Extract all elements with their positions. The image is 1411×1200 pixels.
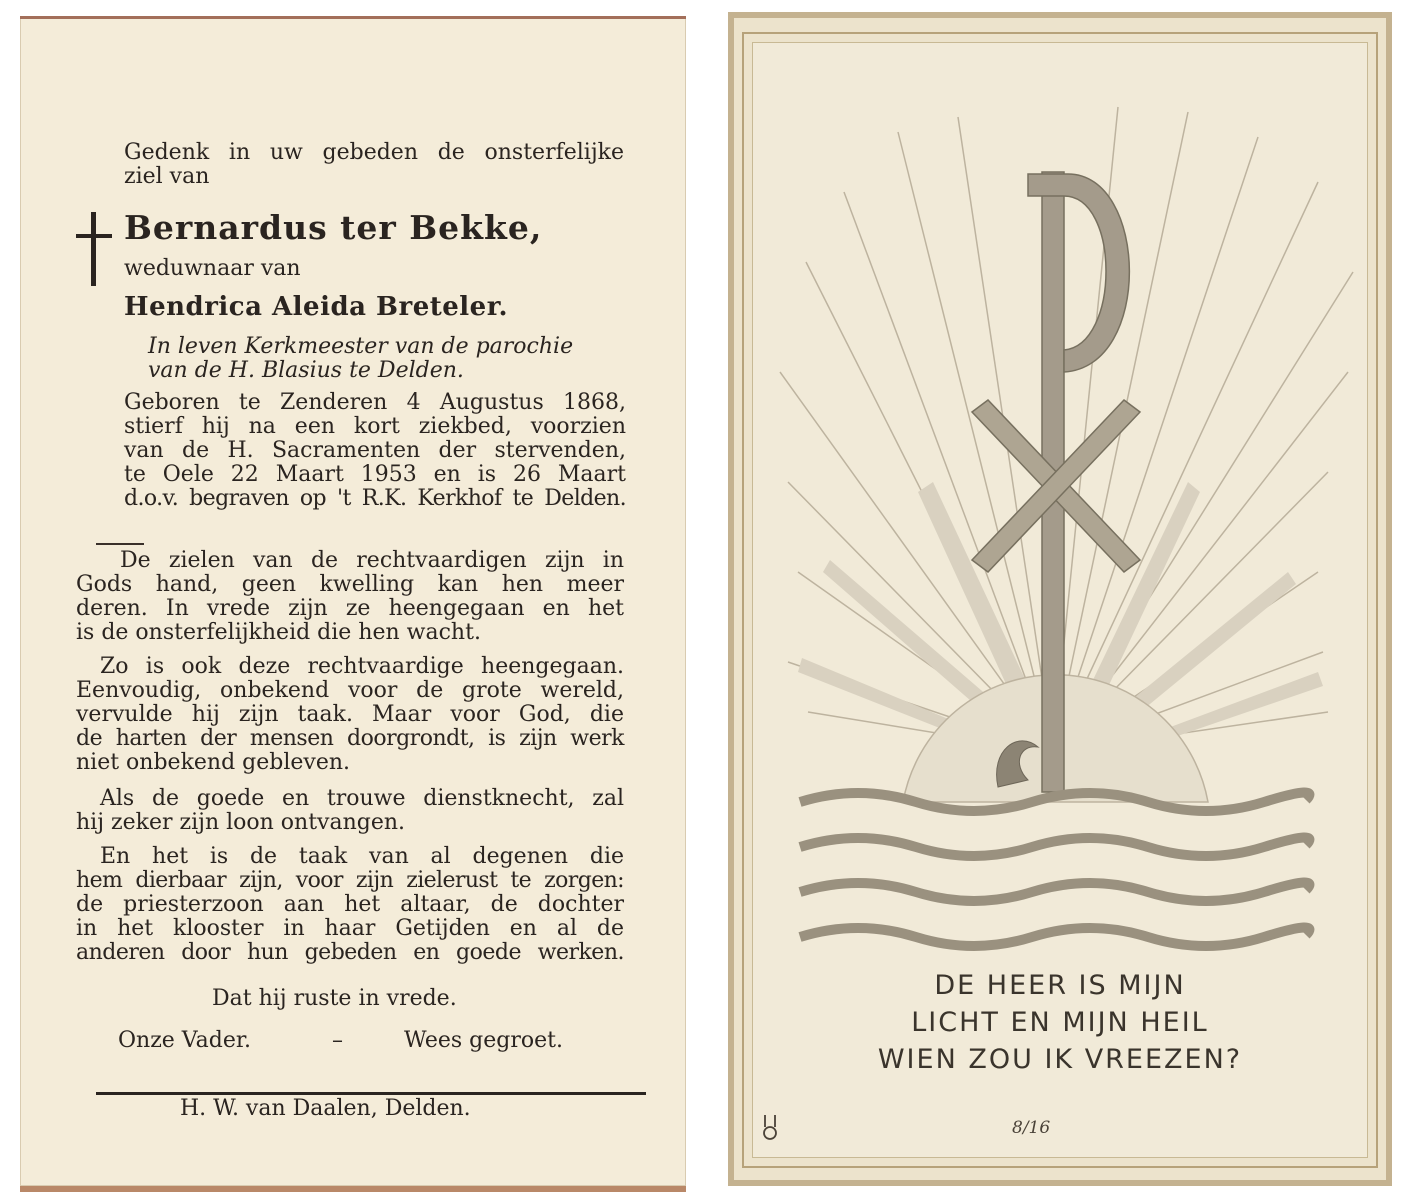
body-line: Zo is ook deze rechtvaardige heengegaan. <box>100 654 624 679</box>
bio-line: stierf hij na een kort ziekbed, voorzien <box>124 414 626 439</box>
sea-waves <box>800 792 1309 946</box>
printer-mark-icon <box>760 1113 780 1141</box>
sun-rays <box>780 107 1353 752</box>
intro-line: Gedenk in uw gebeden de onsterfelijke <box>124 140 624 165</box>
body-line: is de onsterfelijkheid die hen wacht. <box>76 620 481 645</box>
office-line: van de H. Blasius te Delden. <box>148 358 464 383</box>
card-number: 8/16 <box>1012 1118 1051 1138</box>
spouse-name: Hendrica Aleida Breteler. <box>124 292 509 322</box>
body-line: anderen door hun gebeden en goede werken. <box>76 940 624 965</box>
cross-icon <box>76 212 112 286</box>
divider <box>96 543 144 545</box>
card-edge <box>20 16 686 19</box>
body-line: De zielen van de rechtvaardigen zijn in <box>120 548 624 573</box>
body-line: niet onbekend gebleven. <box>76 750 351 775</box>
deceased-name: Bernardus ter Bekke, <box>124 208 543 247</box>
bio-line: te Oele 22 Maart 1953 en is 26 Maart <box>124 462 626 487</box>
prayer-our-father: Onze Vader. <box>118 1028 251 1053</box>
body-line: Als de goede en trouwe dienstknecht, zal <box>100 786 624 811</box>
motto-line: WIEN ZOU IK VREEZEN? <box>877 1044 1243 1075</box>
bio-line: van de H. Sacramenten der stervenden, <box>124 438 626 463</box>
memorial-card-text <box>20 18 686 1186</box>
motto-line: DE HEER IS MIJN <box>934 970 1186 1001</box>
body-line: de harten der mensen doorgrondt, is zijn werk <box>76 726 624 751</box>
office-line: In leven Kerkmeester van de parochie <box>148 334 574 359</box>
prayer-separator: – <box>332 1028 343 1053</box>
body-line: hem dierbaar zijn, voor zijn zielerust te zorgen: <box>76 868 624 893</box>
widower-label: weduwnaar van <box>124 256 301 281</box>
divider <box>96 1092 646 1095</box>
body-line: in het klooster in haar Getijden en al de <box>76 916 624 941</box>
prayer-hail-mary: Wees gegroet. <box>404 1028 563 1053</box>
closing-line: Dat hij ruste in vrede. <box>212 986 457 1011</box>
bio-line: Geboren te Zenderen 4 Augustus 1868, <box>124 390 626 415</box>
memorial-card-image <box>728 12 1392 1186</box>
body-line: vervulde hij zijn taak. Maar voor God, die <box>76 702 624 727</box>
body-line: hij zeker zijn loon ontvangen. <box>76 810 406 835</box>
printer-credit: H. W. van Daalen, Delden. <box>180 1096 471 1121</box>
motto-line: LICHT EN MIJN HEIL <box>911 1007 1209 1038</box>
intro-line: ziel van <box>124 164 210 189</box>
body-line: de priesterzoon aan het altaar, de dochter <box>76 892 624 917</box>
body-line: deren. In vrede zijn ze heengegaan en het <box>76 596 624 621</box>
card-edge <box>20 1186 686 1192</box>
body-line: Gods hand, geen kwelling kan hen meer <box>76 572 624 597</box>
body-line: En het is de taak van al degenen die <box>100 844 624 869</box>
body-line: Eenvoudig, onbekend voor de grote wereld, <box>76 678 624 703</box>
bio-line: d.o.v. begraven op 't R.K. Kerkhof te Delden. <box>124 486 626 511</box>
